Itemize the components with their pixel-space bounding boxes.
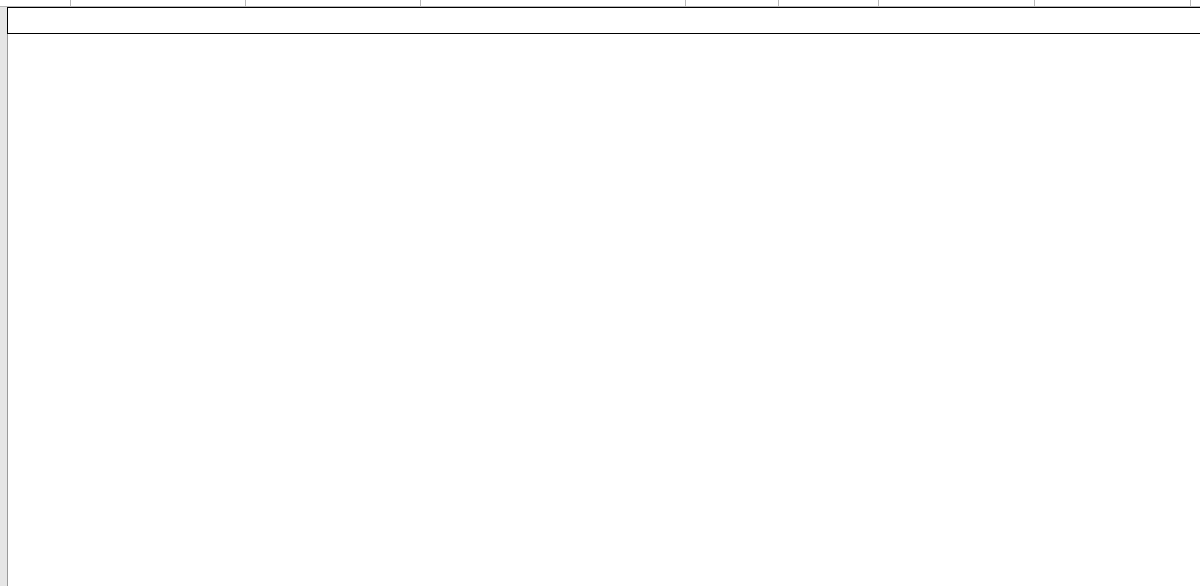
column-header-strip[interactable] xyxy=(0,0,1200,7)
section-header-row[interactable] xyxy=(7,7,1200,34)
row-header-column[interactable] xyxy=(0,7,8,586)
